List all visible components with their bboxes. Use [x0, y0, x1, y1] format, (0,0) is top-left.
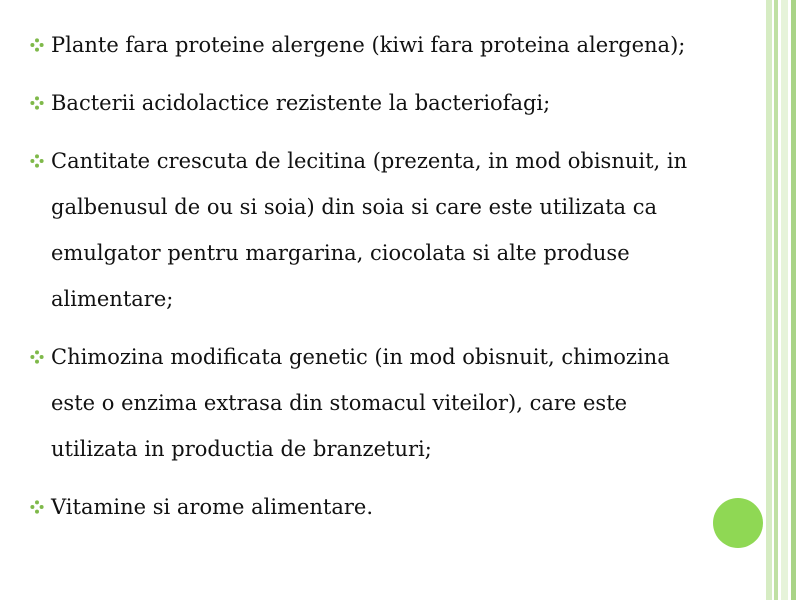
- decorative-circle: [713, 498, 763, 548]
- decorative-stripe: [781, 0, 788, 600]
- diamond-dots-icon: [30, 22, 44, 68]
- bullet-item: [30, 22, 720, 68]
- bullet-item: [30, 80, 720, 126]
- bullet-text: Cantitate crescuta de lecitina (prezenta, in mod obisnuit, in galbenusul de ou si soia) din soia si care este utilizata ca emulgator pentru margarina, ciocolata si alte produse alimentare;: [51, 149, 688, 311]
- decorative-stripe: [791, 0, 796, 600]
- diamond-dots-icon: [30, 334, 44, 380]
- diamond-dots-icon: [30, 80, 44, 126]
- diamond-dots-icon: [30, 138, 44, 184]
- bullet-text: Vitamine si arome alimentare.: [51, 495, 374, 519]
- bullet-text: Plante fara proteine alergene (kiwi fara proteina alergena);: [51, 33, 686, 57]
- bullet-text: Bacterii acidolactice rezistente la bacteriofagi;: [51, 91, 551, 115]
- bullet-item: [30, 484, 720, 530]
- decorative-stripe: [774, 0, 778, 600]
- decorative-stripe: [766, 0, 772, 600]
- bullet-item: [30, 334, 720, 472]
- bullet-list: [30, 22, 720, 542]
- bullet-text: Chimozina modificata genetic (in mod obisnuit, chimozina este o enzima extrasa din stomacul viteilor), care este utilizata in productia de branzeturi;: [51, 345, 670, 461]
- bullet-item: [30, 138, 720, 322]
- diamond-dots-icon: [30, 484, 44, 530]
